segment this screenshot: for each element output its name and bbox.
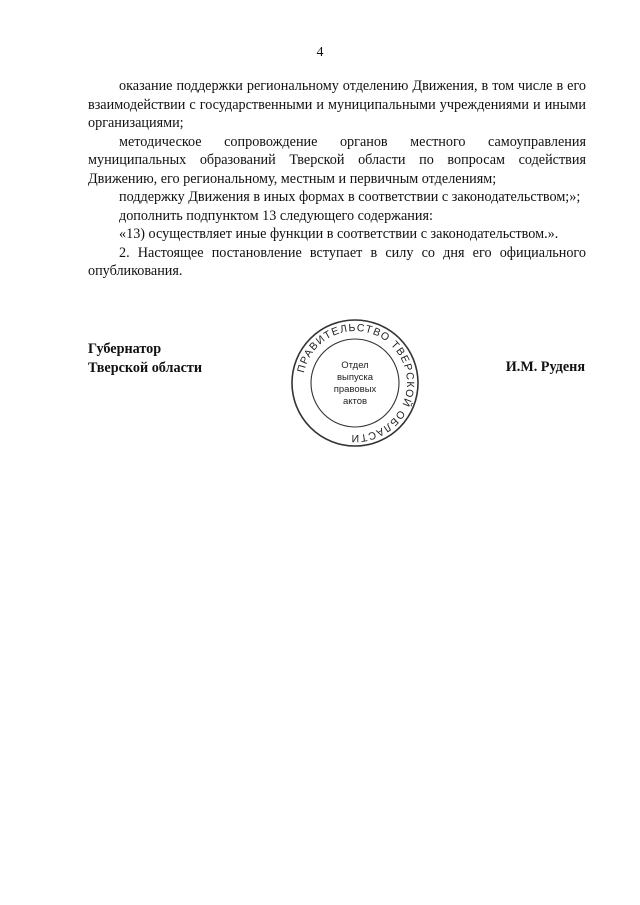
signatory-position-line2: Тверской области [88, 359, 203, 376]
signatory-name: И.М. Руденя [505, 359, 585, 375]
page-number: 4 [316, 45, 324, 60]
stamp-center-line-3: правовых [333, 384, 377, 395]
signatory-position-line1: Губернатор [88, 341, 162, 357]
body-text [88, 77, 586, 281]
paragraph-other-forms: поддержку Движения в иных формах в соответствии с законодательством;»; [119, 189, 581, 205]
stamp-ring-text: ПРАВИТЕЛЬСТВО ТВЕРСКОЙ ОБЛАСТИ [295, 321, 417, 445]
paragraph-methodical: методическое сопровождение органов местного самоуправления муниципальных образований Тверской области по вопросам содействия Движению, его региональному, местным и первичным отделениям; [88, 133, 586, 187]
paragraph-effective-date: 2. Настоящее постановление вступает в силу со дня его официального опубликования. [88, 244, 586, 279]
stamp-center-line-4: актов [342, 396, 368, 407]
stamp-center-line-2: выпуска [336, 372, 374, 383]
stamp-center-line-1: Отдел [341, 360, 369, 371]
official-stamp [289, 317, 421, 449]
paragraph-support: оказание поддержки региональному отделению Движения, в том числе в его взаимодействии с государственными и муниципальными учреждениями и иными организациями; [88, 78, 586, 131]
signatory-position [88, 340, 202, 377]
paragraph-subclause-13: «13) осуществляет иные функции в соответствии с законодательством.». [119, 226, 559, 242]
stamp-inner-ring [311, 339, 399, 427]
stamp-graphic [289, 317, 421, 449]
paragraph-add-subclause: дополнить подпунктом 13 следующего содержания: [119, 207, 433, 224]
